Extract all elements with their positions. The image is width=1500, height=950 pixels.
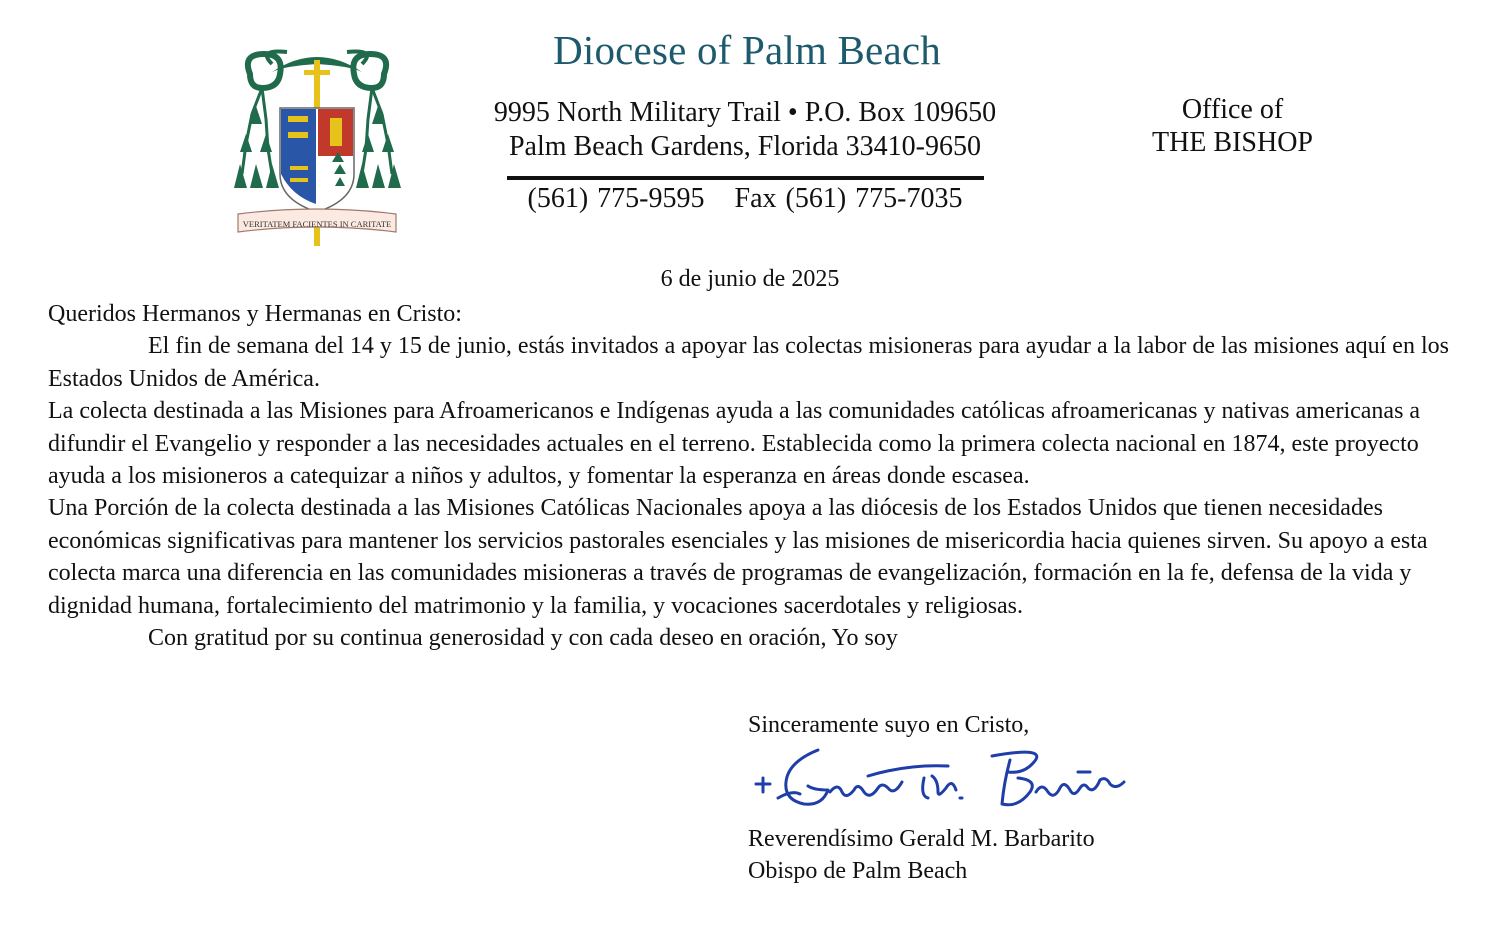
address-line-2: Palm Beach Gardens, Florida 33410-9650 (508, 131, 982, 162)
letter-body (48, 298, 1468, 654)
signature-icon (748, 742, 1158, 824)
phone-number: (561) 775-9595 (527, 183, 705, 214)
svg-text:VERITATEM FACIENTES IN CARITAT: VERITATEM FACIENTES IN CARITATE (242, 219, 392, 229)
organization-title: Diocese of Palm Beach (553, 27, 941, 73)
contact-numbers (430, 183, 1060, 215)
fax-number: Fax (561) 775-7035 (734, 183, 963, 214)
paragraph: El fin de semana del 14 y 15 de junio, estás invitados a apoyar las colectas misioneras para ayudar a la labor de las misiones aquí en los Estados Unidos de América. (48, 333, 1449, 392)
closing: Sinceramente suyo en Cristo, (748, 712, 1030, 738)
signer-title: Obispo de Palm Beach (748, 858, 968, 884)
office-line-1: Office of (1181, 94, 1284, 125)
paragraph: Una Porción de la colecta destinada a las Misiones Católicas Nacionales apoya a las diócesis de los Estados Unidos que tienen necesidades económicas significativas para mantener los servicios pastorales esenciales y las misiones de misericordia hacia quienes sirven. Su apoyo a esta colecta marca una diferencia en las comunidades misioneras a través de programas de evangelización, formación en la fe, defensa de la vida y dignidad humana, fortalecimiento del matrimonio y la familia, y vocaciones sacerdotales y religiosas. (48, 495, 1428, 619)
address-block (430, 96, 1060, 164)
paragraph: La colecta destinada a las Misiones para Afroamericanos e Indígenas ayuda a las comunidades católicas afroamericanas y nativas americanas a difundir el Evangelio y responder a las necesidades actuales en el terreno. Establecida como la primera colecta nacional en 1874, este proyecto ayuda a los misioneros a catequizar a niños y adultos, y fomentar la esperanza en áreas donde escasea. (48, 398, 1421, 490)
coat-of-arms-icon (232, 44, 402, 249)
office-line-2: THE BISHOP (1151, 127, 1313, 158)
office-label (1125, 93, 1340, 159)
signer-name: Reverendísimo Gerald M. Barbarito (748, 826, 1095, 852)
header-divider (507, 176, 984, 180)
address-line-1: 9995 North Military Trail • P.O. Box 109650 (493, 97, 997, 128)
paragraph: Con gratitud por su continua generosidad y con cada deseo en oración, Yo soy (148, 625, 898, 652)
salutation: Queridos Hermanos y Hermanas en Cristo: (48, 301, 462, 327)
letter-date: 6 de junio de 2025 (660, 266, 840, 292)
signer-block (748, 823, 1095, 887)
